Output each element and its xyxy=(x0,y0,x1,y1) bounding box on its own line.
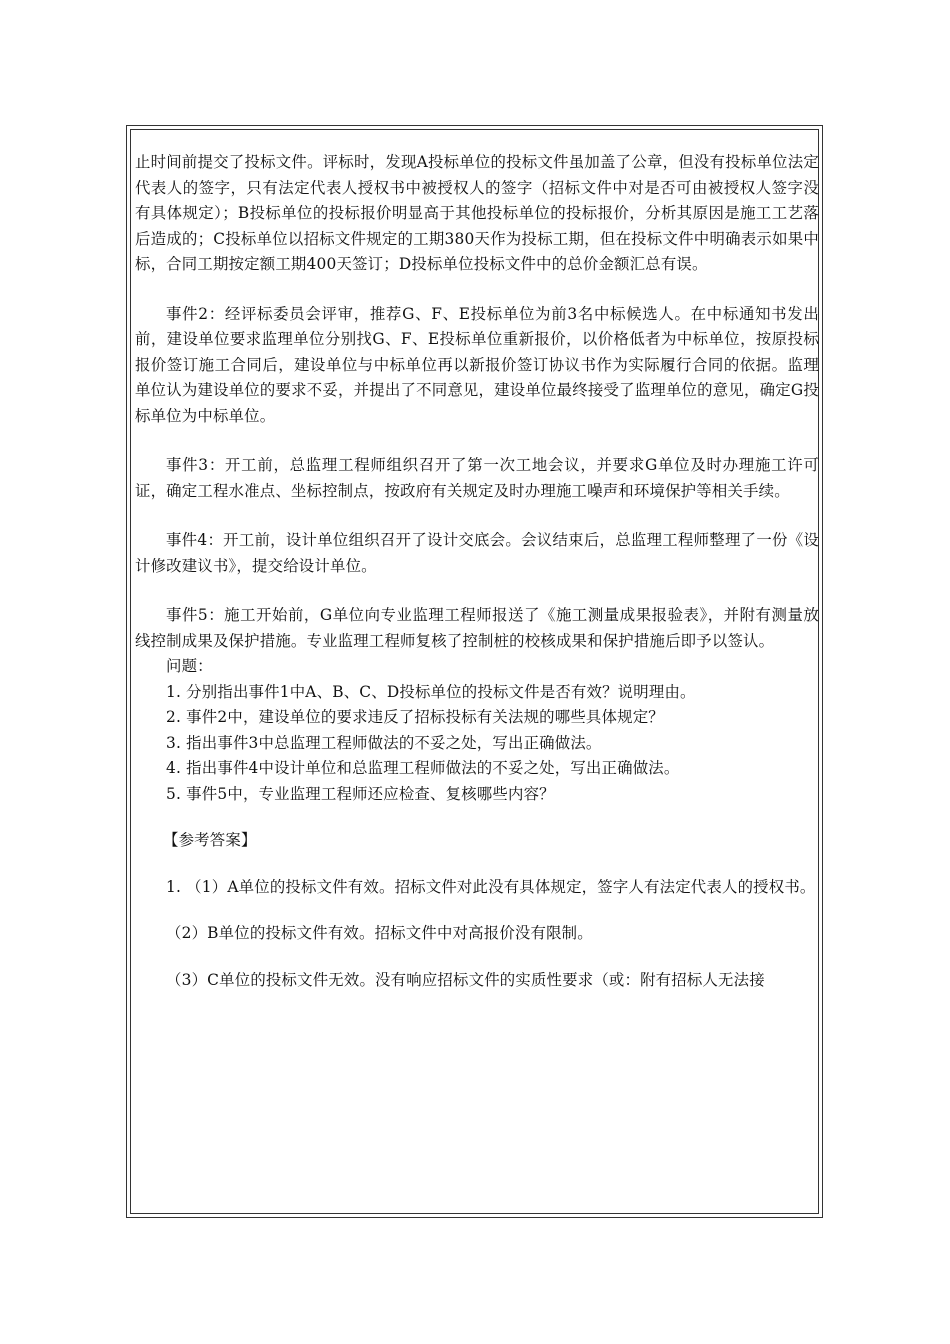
paragraph-event1-continued: 止时间前提交了投标文件。评标时，发现A投标单位的投标文件虽加盖了公章，但没有投标单位法定代表人的签字，只有法定代表人授权书中被授权人的签字（招标文件中对是否可由被授权人签字没有具体规定）；B投标单位的投标报价明显高于其他投标单位的投标报价，分析其原因是施工工艺落后造成的；C投标单位以招标文件规定的工期380天作为投标工期，但在投标文件中明确表示如果中标，合同工期按定额工期400天签订；D投标单位投标文件中的总价金额汇总有误。 xyxy=(135,153,819,273)
question-item: 5. 事件5中，专业监理工程师还应检查、复核哪些内容？ xyxy=(166,784,555,803)
question-item: 4. 指出事件4中设计单位和总监理工程师做法的不妥之处，写出正确做法。 xyxy=(166,759,680,777)
answer-item: （3）C单位的投标文件无效。没有响应招标文件的实质性要求（或：附有招标人无法接 xyxy=(166,970,765,989)
paragraph-event5: 事件5：施工开始前，G单位向专业监理工程师报送了《施工测量成果报验表》，并附有测量放线控制成果及保护措施。专业监理工程师复核了控制桩的校核成果和保护措施后即予以签认。 xyxy=(135,606,819,650)
document-body xyxy=(135,150,819,993)
question-item: 2. 事件2中，建设单位的要求违反了招标投标有关法规的哪些具体规定？ xyxy=(166,708,664,726)
paragraph-event3: 事件3：开工前，总监理工程师组织召开了第一次工地会议，并要求G单位及时办理施工许可证，确定工程水准点、坐标控制点，按政府有关规定及时办理施工噪声和环境保护等相关手续。 xyxy=(135,456,819,500)
answer-item: （2）B单位的投标文件有效。招标文件中对高报价没有限制。 xyxy=(166,924,593,942)
answer-item: 1. （1）A单位的投标文件有效。招标文件对此没有具体规定，签字人有法定代表人的授权书。 xyxy=(166,877,816,896)
question-item: 1. 分别指出事件1中A、B、C、D投标单位的投标文件是否有效？说明理由。 xyxy=(166,682,696,701)
paragraph-event2: 事件2：经评标委员会评审，推荐G、F、E投标单位为前3名中标候选人。在中标通知书发出前，建设单位要求监理单位分别找G、F、E投标单位重新报价，以价格低者为中标单位，按原投标报价签订施工合同后，建设单位与中标单位再以新报价签订协议书作为实际履行合同的依据。监理单位认为建设单位的要求不妥，并提出了不同意见，建设单位最终接受了监理单位的意见，确定G投标单位为中标单位。 xyxy=(135,304,819,425)
answer-heading: 【参考答案】 xyxy=(163,831,257,849)
questions-heading: 问题： xyxy=(166,657,213,675)
question-item: 3. 指出事件3中总监理工程师做法的不妥之处，写出正确做法。 xyxy=(166,733,602,752)
paragraph-event4: 事件4：开工前，设计单位组织召开了设计交底会。会议结束后，总监理工程师整理了一份《设计修改建议书》，提交给设计单位。 xyxy=(135,531,819,575)
